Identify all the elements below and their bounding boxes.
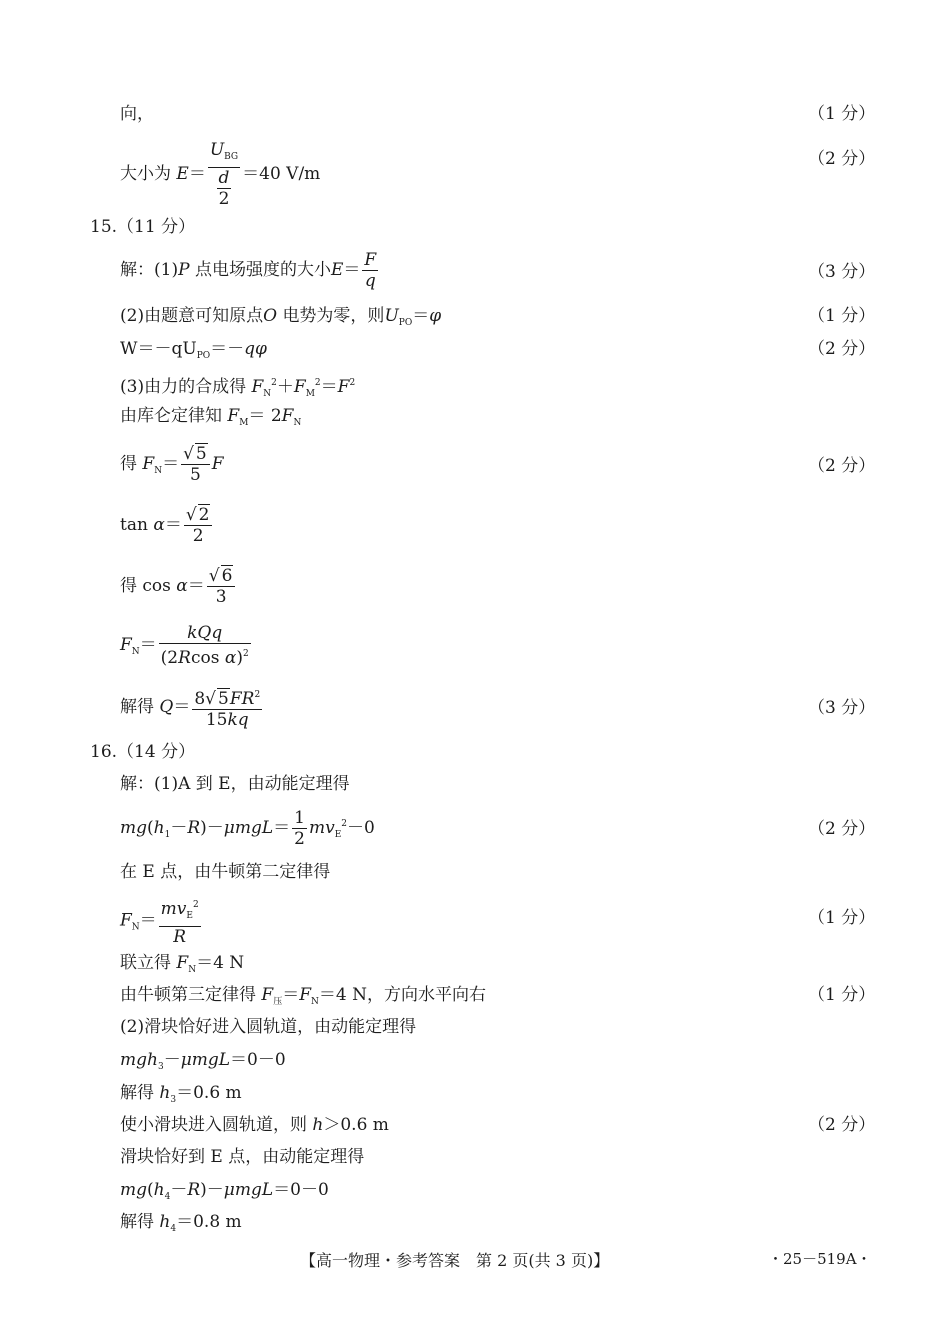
score-label: （2 分） xyxy=(808,1115,876,1135)
answer-line: 解得 Q＝ $\frac{8√ 5FR^2}{15kq}$ xyxy=(120,685,264,730)
answer-line: 解得 $h_3=0.6$ m xyxy=(120,1083,242,1105)
answer-line: 大小为 E＝ $\frac{U_{BG}}{\frac{d}{2}}$ ＝40 V/m xyxy=(120,140,321,209)
answer-line: $F_N=$ $\frac{mv_E^2}{R}$ xyxy=(120,895,203,947)
answer-line: 解得 $h_4=0.8$ m xyxy=(120,1212,242,1234)
answer-line: tan α＝ $\frac{√ 2}{2}$ xyxy=(120,505,214,546)
answer-line: $mg(h_1-R)-\mu mgL=$ $\frac{1}{2}$ $mv_E^2-0$ xyxy=(120,808,375,849)
answer-line: 解：(1)A 到 E，由动能定理得 xyxy=(120,774,350,794)
score-label: （1 分） xyxy=(808,104,876,124)
document-code: ・25－519A・ xyxy=(768,1250,872,1268)
answer-line: 由库仑定律知 $F_M= 2F_N$ xyxy=(120,406,302,428)
answer-line: 向， xyxy=(120,104,154,124)
answer-line: 解：(1)P 点电场强度的大小E＝ $\frac{F}{q}$ xyxy=(120,250,377,291)
fraction: $\frac{U_{BG}}{\frac{d}{2}}$ xyxy=(209,140,239,209)
answer-line: 使小滑块进入圆轨道，则 h＞0.6 m xyxy=(120,1115,389,1135)
answer-line: 由牛顿第三定律得 $F_压=F_N=4$ N，方向水平向右 xyxy=(120,985,486,1007)
answer-line: 联立得 $F_N=4$ N xyxy=(120,953,245,975)
answer-line: 滑块恰好到 E 点，由动能定理得 xyxy=(120,1147,365,1167)
question-header: 15.（11 分） xyxy=(90,217,196,237)
score-label: （2 分） xyxy=(808,819,876,839)
page-footer: 【高一物理・参考答案 第 2 页(共 3 页)】 xyxy=(300,1251,610,1270)
answer-line: 得 cos α＝ $\frac{√ 6}{3}$ xyxy=(120,566,237,607)
question-header: 16.（14 分） xyxy=(90,742,196,762)
score-label: （2 分） xyxy=(808,339,876,359)
score-label: （3 分） xyxy=(808,262,876,282)
answer-line: $W=-qU_{PO}=-q\varphi$ xyxy=(120,339,267,361)
answer-line: mgh$_3$－μmgL＝0－0 xyxy=(120,1050,286,1072)
answer-line: (2)滑块恰好进入圆轨道，由动能定理得 xyxy=(120,1017,417,1037)
score-label: （2 分） xyxy=(808,149,876,169)
answer-line: $mg(h_4-R)-\mu mgL=0-0$ xyxy=(120,1180,329,1202)
answer-line: (3)由力的合成得 $F_N^2+F_M^2=F^2$ xyxy=(120,377,356,399)
score-label: （1 分） xyxy=(808,306,876,326)
answer-line: $F_N=$ $\frac{\text{kQq}}{(2Rcos \alpha)^2}$ xyxy=(120,623,249,668)
answer-line: (2)由题意可知原点O 电势为零，则$U_{PO}=\varphi$ xyxy=(120,306,442,328)
score-label: （1 分） xyxy=(808,908,876,928)
answer-line: 得 $F_N=$ $\frac{√ 5}{5}$ F xyxy=(120,444,224,485)
score-label: （3 分） xyxy=(808,698,876,718)
answer-line: 在 E 点，由牛顿第二定律得 xyxy=(120,862,331,882)
score-label: （2 分） xyxy=(808,456,876,476)
score-label: （1 分） xyxy=(808,985,876,1005)
